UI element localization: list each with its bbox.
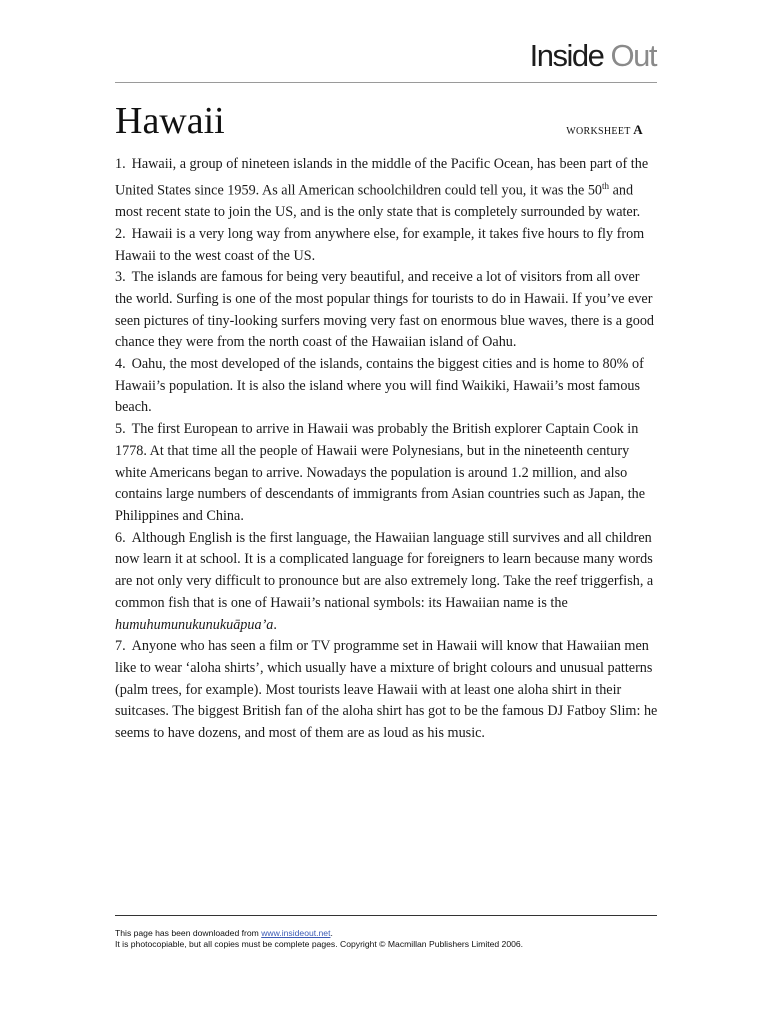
paragraph-text: The first European to arrive in Hawaii was probably the British explorer Captain Cook in 1778. At that time all the people of Hawaii were Polynesians, but in the nineteenth century white Americans began to arrive. Nowadays the population is around 1.2 million, and also contains large numbers of descendants of immigrants from Asian countries such as Japan, the Philippines and China. bbox=[115, 421, 646, 524]
paragraph-text-after: . bbox=[273, 616, 277, 633]
paragraph-7 bbox=[115, 636, 660, 745]
paragraph-text: Hawaii is a very long way from anywhere else, for example, it takes five hours to fly from Hawaii to the west coast of the US. bbox=[115, 225, 645, 264]
footer bbox=[115, 928, 675, 950]
header-divider bbox=[115, 82, 657, 83]
paragraph-5 bbox=[115, 419, 660, 528]
paragraph-number: 3. bbox=[115, 269, 126, 286]
paragraph-text-after: and most recent state to join the US, and is the only state that is completely surrounded by water. bbox=[115, 182, 641, 221]
paragraph-number: 2. bbox=[115, 225, 126, 242]
paragraph-number: 5. bbox=[115, 421, 126, 438]
paragraph-number: 1. bbox=[115, 156, 126, 172]
footer-suffix: . bbox=[330, 928, 333, 938]
paragraph-4 bbox=[115, 354, 660, 419]
footer-divider bbox=[115, 915, 657, 916]
paragraph-text: Hawaii, a group of nineteen islands in the middle of the Pacific Ocean, has been part of the United States since 1959. As all American schoolchildren could tell you, it was the 50 bbox=[115, 156, 649, 199]
footer-prefix: This page has been downloaded from bbox=[115, 928, 262, 938]
brand-out: Out bbox=[610, 38, 656, 73]
paragraph-6 bbox=[115, 528, 660, 637]
hawaiian-fish-name: humuhumunukunukuāpua’a bbox=[115, 616, 274, 633]
brand-inside: Inside bbox=[529, 38, 604, 73]
paragraph-text: Anyone who has seen a film or TV programme set in Hawaii will know that Hawaiian men like to wear ‘aloha shirts’, which usually have a mixture of bright colours and unusual patterns (palm trees, for example). Most tourists leave Hawaii with at least one aloha shirt in their suitcases. The biggest British fan of the aloha shirt has got to be the famous DJ Fatboy Slim: he seems to have dozens, and most of them are as loud as his music. bbox=[115, 638, 658, 742]
article-body bbox=[115, 154, 660, 745]
paragraph-number: 4. bbox=[115, 356, 126, 373]
paragraph-text: Although English is the first language, the Hawaiian language still survives and all children now learn it at school. It is a complicated language for foreigners to learn because many words are not only very difficult to pronounce but are also extremely long. Take the reef triggerfish, a common fish that is one of Hawaii’s national symbols: its Hawaiian name is the bbox=[115, 529, 654, 611]
page-title: Hawaii bbox=[115, 100, 225, 142]
worksheet-word: WORKSHEET bbox=[566, 126, 631, 137]
paragraph-3 bbox=[115, 267, 660, 354]
paragraph-number: 6. bbox=[115, 529, 126, 546]
paragraph-2 bbox=[115, 224, 660, 267]
paragraph-text: Oahu, the most developed of the islands, contains the biggest cities and is home to 80% of Hawaii’s population. It is also the island where you will find Waikiki, Hawaii’s most famous beach. bbox=[115, 356, 644, 416]
worksheet-label bbox=[566, 122, 643, 138]
footer-line-2: It is photocopiable, but all copies must be complete pages. Copyright © Macmillan Publishers Limited 2006. bbox=[115, 939, 524, 949]
paragraph-1 bbox=[115, 154, 660, 224]
footer-line-1 bbox=[115, 928, 675, 939]
paragraph-text: The islands are famous for being very beautiful, and receive a lot of visitors from all over the world. Surfing is one of the most popular things for tourists to do in Hawaii. If you’ve ever seen pictures of tiny-looking surfers moving very fast on enormous blue waves, there is a good chance they were from the north coast of the Hawaiian island of Oahu. bbox=[115, 269, 655, 351]
worksheet-letter: A bbox=[633, 122, 643, 137]
footer-link[interactable]: www.insideout.net bbox=[261, 928, 331, 938]
brand-logo bbox=[530, 40, 656, 71]
superscript: th bbox=[602, 180, 610, 191]
paragraph-number: 7. bbox=[115, 638, 126, 655]
